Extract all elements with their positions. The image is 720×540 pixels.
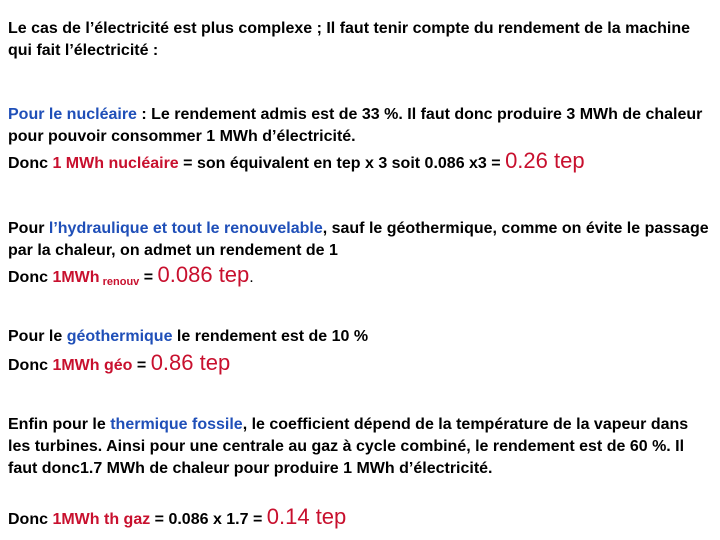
geo-pre: Pour le: [8, 328, 67, 345]
geo-donc: Donc: [8, 357, 53, 374]
nuclear-calc: = son équivalent en tep x 3 soit 0.086 x3 =: [178, 155, 506, 172]
thermal-qty: 1MWh th gaz: [52, 511, 151, 528]
thermal-result-line: [8, 506, 714, 531]
hydro-donc: Donc: [8, 269, 53, 286]
thermal-donc: Donc: [8, 511, 53, 528]
intro-text: Le cas de l’électricité est plus complexe ; Il faut tenir compte du rendement de la machine qui fait l’électricité :: [8, 20, 690, 59]
nuclear-qty: 1 MWh nucléaire: [52, 155, 179, 172]
geo-text: le rendement est de 10 %: [172, 328, 369, 345]
geo-paragraph: [8, 326, 714, 348]
hydro-calc: =: [139, 269, 158, 286]
thermal-lead: thermique fossile: [110, 416, 243, 433]
geo-result: 0.86 tep: [150, 350, 231, 375]
thermal-result: 0.14 tep: [266, 504, 347, 529]
thermal-calc: = 0.086 x 1.7 =: [150, 511, 267, 528]
hydro-end: .: [249, 269, 254, 286]
hydro-result-line: [8, 264, 714, 293]
geo-qty: 1MWh géo: [52, 357, 133, 374]
nuclear-result: 0.26 tep: [505, 148, 585, 173]
thermal-text: , le coefficient dépend de la température de la vapeur dans les turbines. Ainsi pour une centrale au gaz à cycle combiné, le rendement est de 60 %. Il faut donc1.7 MWh de chaleur pour produire 1 MWh d’électricité.: [8, 416, 689, 477]
nuclear-lead: Pour le nucléaire: [8, 106, 137, 123]
thermal-paragraph: [8, 414, 714, 480]
thermal-pre: Enfin pour le: [8, 416, 111, 433]
nuclear-donc: Donc: [8, 155, 53, 172]
geo-calc: =: [132, 357, 151, 374]
nuclear-text: : Le rendement admis est de 33 %. Il faut donc produire 3 MWh de chaleur pour pouvoir consommer 1 MWh d’électricité.: [8, 106, 703, 145]
hydro-text: , sauf le géothermique, comme on évite le passage par la chaleur, on admet un rendement de 1: [8, 220, 709, 259]
hydro-result: 0.086 tep: [157, 262, 250, 287]
hydro-qty: 1MWh: [52, 269, 100, 286]
hydro-sub: renouv: [99, 276, 140, 288]
geo-lead: géothermique: [66, 328, 173, 345]
hydro-paragraph: [8, 218, 714, 262]
hydro-pre: Pour: [8, 220, 49, 237]
geo-result-line: [8, 352, 714, 377]
hydro-lead: l’hydraulique et tout le renouvelable: [48, 220, 323, 237]
intro-paragraph: [8, 18, 714, 62]
nuclear-paragraph: [8, 104, 714, 148]
nuclear-result-line: [8, 150, 714, 175]
